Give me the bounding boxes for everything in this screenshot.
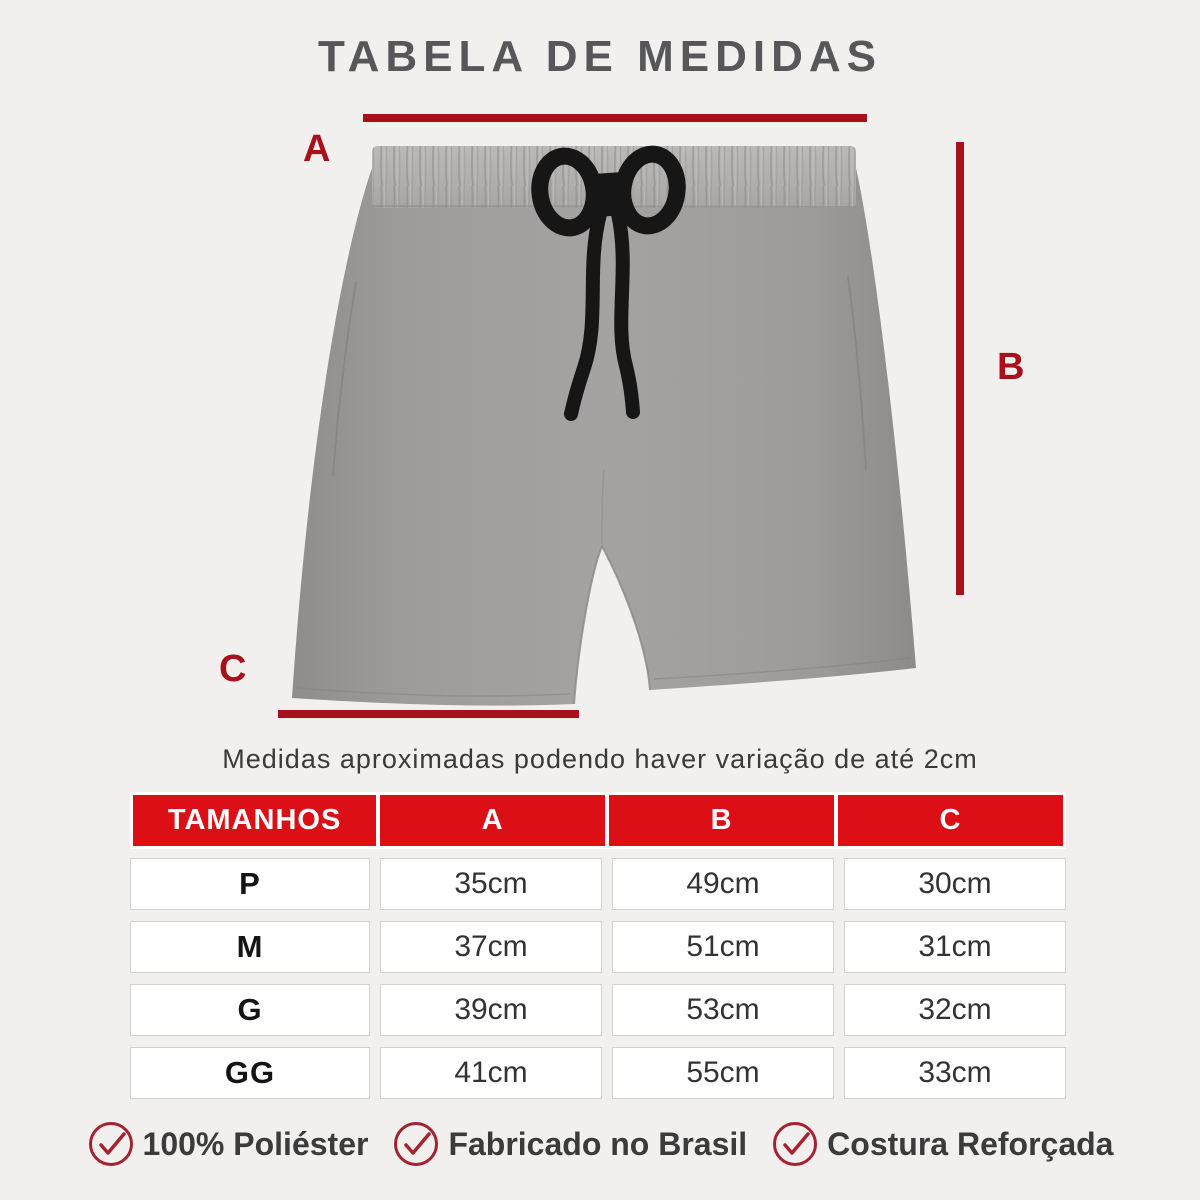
feature-label: Fabricado no Brasil — [448, 1125, 748, 1162]
measure-value: 51cm — [612, 921, 834, 973]
measure-value: 37cm — [380, 921, 602, 973]
measurement-label-c: C — [219, 648, 247, 690]
measure-value: 53cm — [612, 984, 834, 1036]
page-title: TABELA DE MEDIDAS — [318, 32, 882, 81]
feature-polyester — [87, 1120, 369, 1168]
measure-value: 49cm — [612, 858, 834, 910]
measure-value: 33cm — [844, 1047, 1066, 1099]
feature-reinforced-seams — [771, 1120, 1113, 1168]
size-table — [130, 792, 1066, 1099]
size-table-header-row — [130, 792, 1066, 849]
feature-label: 100% Poliéster — [142, 1125, 369, 1162]
header-cell-c: C — [838, 795, 1063, 846]
size-label: M — [130, 921, 370, 973]
size-label: G — [130, 984, 370, 1036]
measurement-line-b — [956, 142, 964, 595]
size-label: P — [130, 858, 370, 910]
header-cell-b: B — [609, 795, 834, 846]
measurement-line-a — [363, 114, 867, 122]
measure-value: 31cm — [844, 921, 1066, 973]
measure-value: 32cm — [844, 984, 1066, 1036]
check-circle-icon — [392, 1120, 440, 1168]
measurement-label-b: B — [997, 346, 1025, 388]
feature-label: Costura Reforçada — [827, 1125, 1114, 1162]
feature-made-in-brazil — [392, 1120, 747, 1168]
measure-value: 39cm — [380, 984, 602, 1036]
measure-value: 41cm — [380, 1047, 602, 1099]
check-circle-icon — [87, 1120, 135, 1168]
header-cell-a: A — [380, 795, 605, 846]
header-cell-tamanhos: TAMANHOS — [133, 795, 376, 846]
size-table-body — [130, 858, 1066, 1099]
measurement-label-a: A — [303, 128, 331, 170]
size-label: GG — [130, 1047, 370, 1099]
measure-value: 35cm — [380, 858, 602, 910]
measure-value: 30cm — [844, 858, 1066, 910]
tolerance-note: Medidas aproximadas podendo haver variação de até 2cm — [222, 744, 978, 774]
measure-value: 55cm — [612, 1047, 834, 1099]
shorts-body — [292, 168, 916, 706]
feature-strip — [0, 1120, 1200, 1168]
shorts-illustration — [280, 138, 925, 718]
check-circle-icon — [771, 1120, 819, 1168]
